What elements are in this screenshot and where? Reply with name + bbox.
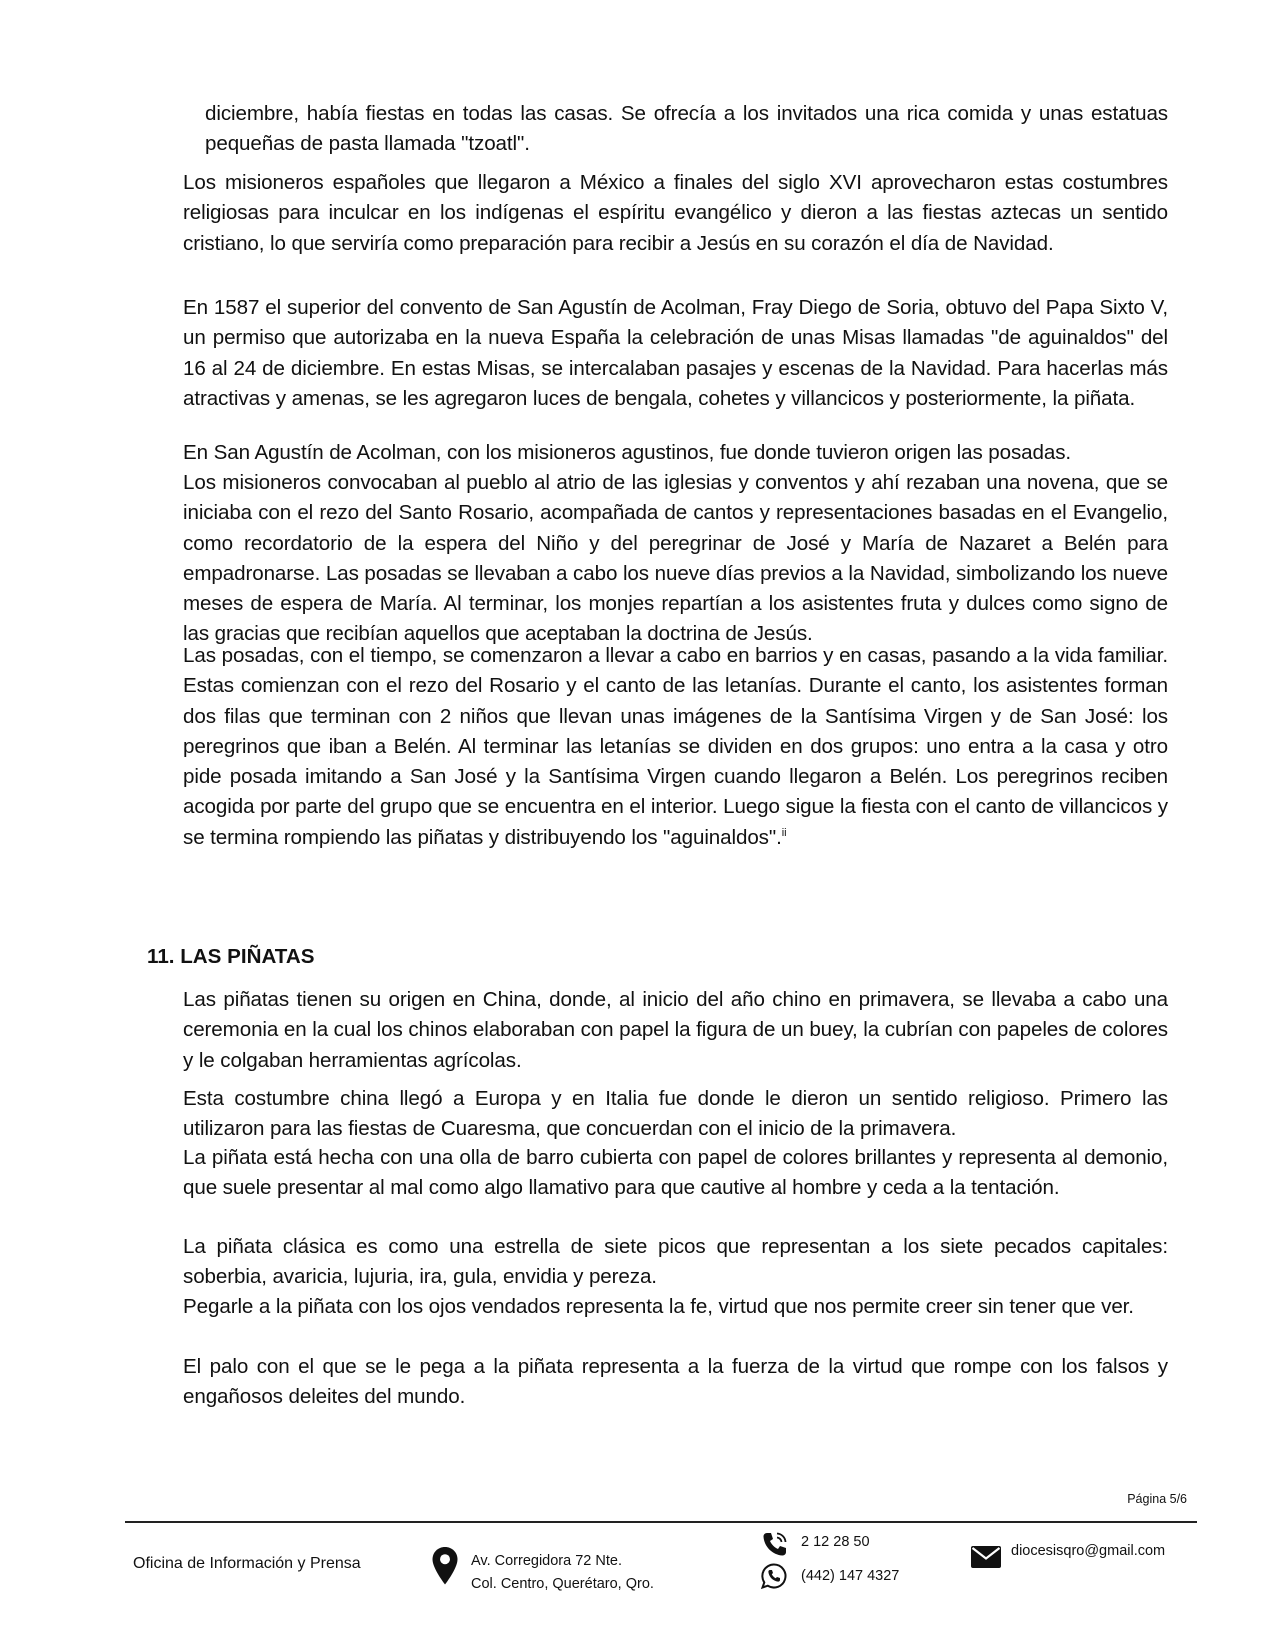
paragraph-star: La piñata clásica es como una estrella de siete picos que representan a los siete pecados capitales: soberbia, avaricia, lujuria, ira, gula, envidia y pereza.	[183, 1235, 1168, 1289]
envelope-icon	[970, 1545, 1002, 1569]
page-number: Página 5/6	[1127, 1492, 1187, 1506]
footnote-mark: ii	[781, 826, 787, 839]
paragraph-posadas-text: Las posadas, con el tiempo, se comenzaron a llevar a cabo en barrios y en casas, pasando a la vida familiar. Estas comienzan con el rezo del Rosario y el canto de las letanías. Durante el canto, los asistentes forman dos filas que terminan con 2 niños que llevan unas imágenes de la Santísima Virgen y de San José: los peregrinos que iban a Belén. Al terminar las letanías se dividen en dos grupos: uno entra a la casa y otro pide posada imitando a San José y la Santísima Virgen cuando llegaron a Belén. Los peregrinos reciben acogida por parte del grupo que se encuentra en el interior. Luego sigue la fiesta con el canto de villancicos y se termina rompiendo las piñatas y distribuyendo los "aguinaldos".	[183, 644, 1168, 849]
paragraph-missionaries: Los misioneros españoles que llegaron a México a finales del siglo XVI aprovecharon estas costumbres religiosas para inculcar en los indígenas el espíritu evangélico y dieron a las fiestas aztecas un sentido cristiano, lo que serviría como preparación para recibir a Jesús en su corazón el día de Navidad.	[183, 171, 1168, 255]
paragraph-posadas	[183, 641, 1168, 853]
whatsapp-number: (442) 147 4327	[801, 1568, 900, 1584]
office-name: Oficina de Información y Prensa	[133, 1555, 361, 1572]
email-address: diocesisqro@gmail.com	[1011, 1543, 1166, 1559]
paragraph-olla: La piñata está hecha con una olla de barro cubierta con papel de colores brillantes y representa al demonio, que suele presentar al mal como algo llamativo para que cautive al hombre y ceda a la tentación.	[183, 1146, 1168, 1200]
location-pin-icon	[431, 1546, 459, 1586]
paragraph-novena: Los misioneros convocaban al pueblo al atrio de las iglesias y conventos y ahí rezaban una novena, que se iniciaba con el rezo del Santo Rosario, acompañada de cantos y representaciones basadas en el Evangelio, como recordatorio de la espera del Niño y del peregrinar de José y María de Nazaret a Belén para empadronarse. Las posadas se llevaban a cabo los nueve días previos a la Navidad, simbolizando los nueve meses de espera de María. Al terminar, los monjes repartían a los asistentes fruta y dulces como signo de las gracias que recibían aquellos que aceptaban la doctrina de Jesús.	[183, 471, 1168, 646]
footer-divider	[125, 1521, 1197, 1523]
paragraph-blindfold: Pegarle a la piñata con los ojos vendados representa la fe, virtud que nos permite creer sin tener que ver.	[183, 1295, 1134, 1318]
whatsapp-icon	[760, 1562, 788, 1590]
paragraph-continued: diciembre, había fiestas en todas las casas. Se ofrecía a los invitados una rica comida y unas estatuas pequeñas de pasta llamada "tzoatl".	[205, 102, 1168, 156]
section-heading: 11. LAS PIÑATAS	[147, 945, 315, 968]
paragraph-europe: Esta costumbre china llegó a Europa y en Italia fue donde le dieron un sentido religioso. Primero las utilizaron para las fiestas de Cuaresma, que concuerdan con el inicio de la primavera.	[183, 1087, 1168, 1141]
paragraph-1587: En 1587 el superior del convento de San Agustín de Acolman, Fray Diego de Soria, obtuvo del Papa Sixto V, un permiso que autorizaba en la nueva España la celebración de unas Misas llamadas "de aguinaldos" del 16 al 24 de diciembre. En estas Misas, se intercalaban pasajes y escenas de la Navidad. Para hacerlas más atractivas y amenas, se les agregaron luces de bengala, cohetes y villancicos y posteriormente, la piñata.	[183, 296, 1168, 410]
phone-number: 2 12 28 50	[801, 1534, 870, 1550]
address-line-2: Col. Centro, Querétaro, Qro.	[471, 1576, 654, 1592]
address-line-1: Av. Corregidora 72 Nte.	[471, 1553, 622, 1569]
paragraph-china: Las piñatas tienen su origen en China, donde, al inicio del año chino en primavera, se llevaba a cabo una ceremonia en la cual los chinos elaboraban con papel la figura de un buey, la cubrían con papeles de colores y le colgaban herramientas agrícolas.	[183, 988, 1168, 1072]
phone-icon	[761, 1530, 789, 1558]
paragraph-acolman: En San Agustín de Acolman, con los misioneros agustinos, fue donde tuvieron origen las posadas.	[183, 441, 1072, 464]
paragraph-stick: El palo con el que se le pega a la piñata representa a la fuerza de la virtud que rompe con los falsos y engañosos deleites del mundo.	[183, 1355, 1168, 1409]
